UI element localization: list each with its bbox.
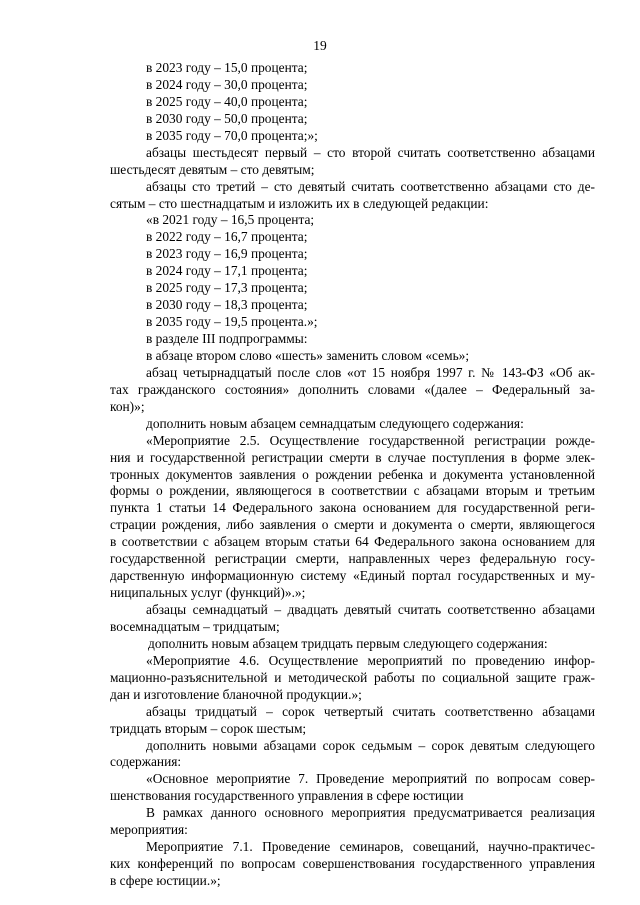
- document-body: [110, 60, 595, 890]
- text-line: в соответствии с абзацем вторым статьи 64 Федерального закона основанием для: [110, 534, 595, 550]
- text-line: ких конференций по вопросам совершенствования государственного управления: [110, 856, 595, 872]
- text-line: в разделе III подпрограммы:: [146, 331, 308, 346]
- text-line: в 2024 году – 17,1 процента;: [146, 263, 308, 279]
- text-line: ния и государственной регистрации смерти в случае поступления в форме элек-: [110, 449, 595, 465]
- text-line: дополнить новым абзацем семнадцатым следующего содержания:: [146, 415, 524, 431]
- text-line: в 2030 году – 18,3 процента;: [146, 297, 308, 313]
- text-line: дан и изготовление бланочной продукции.»;: [110, 686, 362, 702]
- text-line: дарственную информационную систему «Единый портал государственных и му-: [110, 568, 595, 584]
- text-line: мационно-разъяснительной и методической работы по социальной защите граж-: [110, 669, 595, 685]
- text-line: в абзаце втором слово «шесть» заменить словом «семь»;: [146, 347, 470, 363]
- text-line: в 2025 году – 40,0 процента;: [146, 93, 308, 109]
- text-line: в 2023 году – 15,0 процента;: [146, 60, 308, 75]
- text-line: шенствования государственного управления в сфере юстиции: [110, 788, 464, 804]
- text-line: в 2023 году – 16,9 процента;: [146, 246, 308, 262]
- text-line: «в 2021 году – 16,5 процента;: [146, 212, 315, 228]
- text-line: абзацы семнадцатый – двадцать девятый считать соответственно абзацами: [146, 602, 595, 617]
- text-line: страции рождения, либо заявления о смерти и документа о смерти, являющегося: [110, 517, 595, 533]
- text-line: в 2025 году – 17,3 процента;: [146, 280, 308, 296]
- text-line: в 2030 году – 50,0 процента;: [146, 110, 308, 126]
- page-number: 19: [313, 38, 327, 53]
- text-line: тридцать вторым – сорок шестым;: [110, 720, 307, 736]
- text-line: шестьдесят девятым – сто девятым;: [110, 161, 315, 177]
- text-line: ниципальных услуг (функций)».»;: [110, 585, 306, 601]
- text-line: «Основное мероприятие 7. Проведение мероприятий по вопросам совер-: [146, 771, 595, 787]
- text-line: в 2022 году – 16,7 процента;: [146, 229, 308, 245]
- text-line: абзацы тридцатый – сорок четвертый считать соответственно абзацами: [146, 703, 595, 719]
- text-line: в сфере юстиции.»;: [110, 873, 221, 888]
- text-line: дополнить новым абзацем тридцать первым следующего содержания:: [148, 635, 548, 651]
- text-line: «Мероприятие 4.6. Осуществление мероприятий по проведению инфор-: [146, 652, 595, 668]
- text-line: абзацы шестьдесят первый – сто второй считать соответственно абзацами: [146, 144, 595, 160]
- text-line: в 2035 году – 70,0 процента;»;: [146, 127, 318, 143]
- text-line: содержания:: [110, 754, 182, 770]
- text-line: в 2024 году – 30,0 процента;: [146, 76, 308, 92]
- text-line: в 2035 году – 19,5 процента.»;: [146, 314, 318, 330]
- text-line: мероприятия:: [110, 822, 188, 838]
- text-line: формы о рождении, являющегося в соответствии с абзацами вторым и третьим: [110, 483, 595, 499]
- text-line: абзацы сто третий – сто девятый считать соответственно абзацами сто де-: [146, 178, 595, 194]
- text-line: «Мероприятие 2.5. Осуществление государственной регистрации рожде-: [146, 432, 595, 448]
- text-line: тронных документов заявления о рождении ребенка и документа установленной: [110, 466, 595, 482]
- text-line: кон)»;: [110, 398, 145, 414]
- text-line: пункта 1 статьи 14 Федерального закона основанием для государственной реги-: [110, 500, 595, 516]
- text-line: восемнадцатым – тридцатым;: [110, 618, 280, 634]
- text-line: Мероприятие 7.1. Проведение семинаров, совещаний, научно-практичес-: [146, 839, 595, 855]
- text-line: дополнить новыми абзацами сорок седьмым – сорок девятым следующего: [146, 737, 595, 753]
- text-line: государственной регистрации смерти, направленных через федеральную госу-: [110, 551, 595, 567]
- text-line: тах гражданского состояния» дополнить словами «(далее – Федеральный за-: [110, 381, 595, 397]
- text-line: сятым – сто шестнадцатым и изложить их в следующей редакции:: [110, 195, 489, 211]
- text-line: абзац четырнадцатый после слов «от 15 ноября 1997 г. № 143-ФЗ «Об ак-: [146, 364, 595, 380]
- text-line: В рамках данного основного мероприятия предусматривается реализация: [146, 805, 595, 821]
